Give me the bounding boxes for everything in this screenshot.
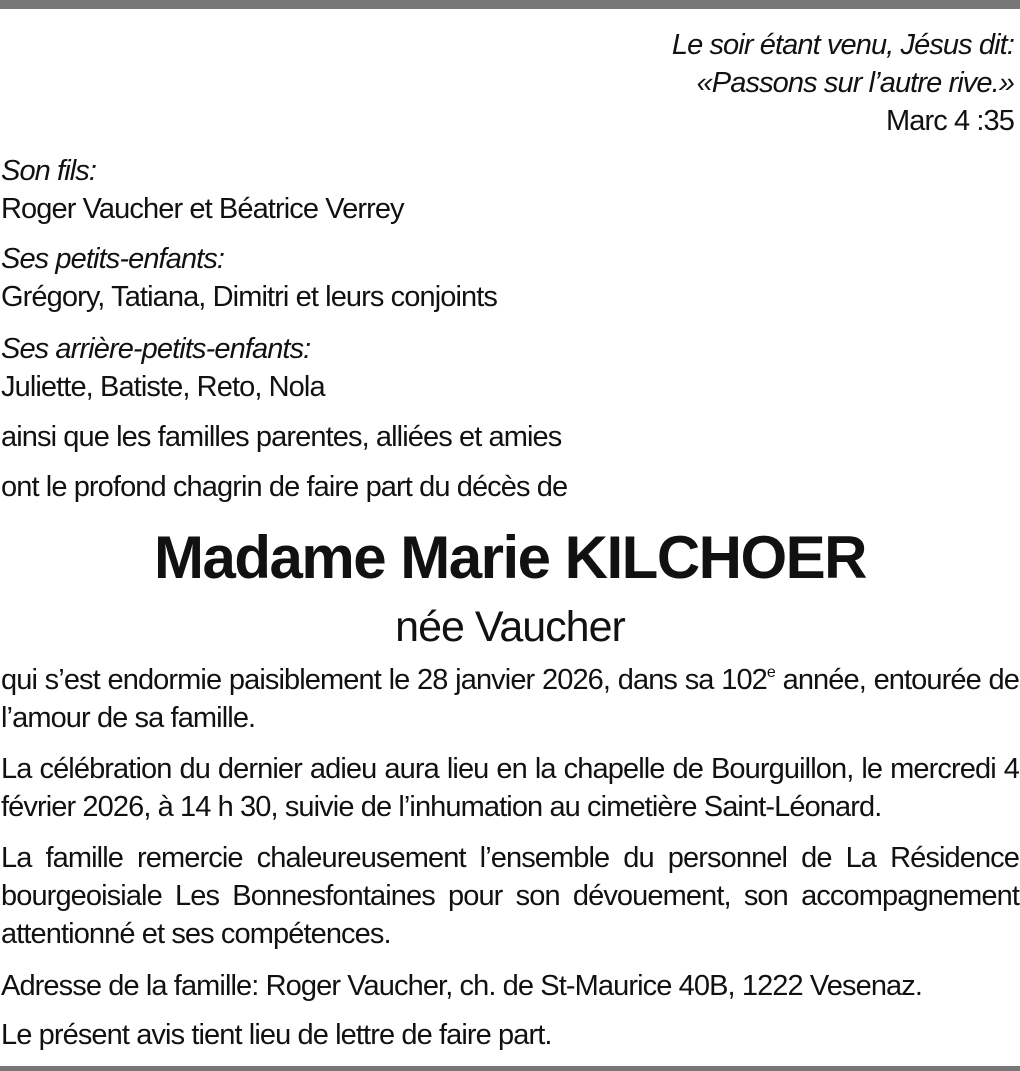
family-names: Grégory, Tatiana, Dimitri et leurs conjoints <box>1 281 498 313</box>
family-label: Ses arrière-petits-enfants: <box>1 333 311 365</box>
announcement-line: ont le profond chagrin de faire part du décès de <box>1 471 568 503</box>
family-address: Adresse de la famille: Roger Vaucher, ch. de St-Maurice 40B, 1222 Vesenaz. <box>1 970 923 1002</box>
verse-line-1: Le soir étant venu, Jésus dit: <box>671 29 1014 61</box>
bottom-rule <box>0 1066 1020 1071</box>
maiden-name: née Vaucher <box>395 603 625 651</box>
death-notice-text: qui s’est endormie paisiblement le 28 janvier 2026, dans sa 102 <box>1 664 767 696</box>
deceased-name: Madame Marie KILCHOER <box>154 524 866 591</box>
relatives-line: ainsi que les familles parentes, alliées et amies <box>1 421 562 453</box>
family-son <box>1 152 1019 228</box>
death-notice-text-end: année, entourée de l’amour de sa famille. <box>1 664 1019 734</box>
ceremony-details: La célébration du dernier adieu aura lieu en la chapelle de Bourguillon, le mercredi 4 février 2026, à 14 h 30, suivie de l’inhumation au cimetière Saint-Léonard. <box>1 753 1019 823</box>
thanks-paragraph: La famille remercie chaleureusement l’ensemble du personnel de La Résidence bourgeoisiale Les Bonnesfontaines pour son dévouement, son accompagnement attentionné et ses compétences. <box>1 842 1019 950</box>
bible-verse <box>314 26 1014 140</box>
family-names: Juliette, Batiste, Reto, Nola <box>1 371 325 403</box>
family-great-grandchildren <box>1 330 1019 406</box>
ordinal-superscript: e <box>766 664 775 681</box>
family-names: Roger Vaucher et Béatrice Verrey <box>1 193 404 225</box>
verse-reference: Marc 4 :35 <box>886 105 1014 137</box>
verse-line-2: «Passons sur l’autre rive.» <box>696 67 1014 99</box>
death-notice <box>1 661 1019 737</box>
family-label: Ses petits-enfants: <box>1 243 225 275</box>
family-grandchildren <box>1 240 1019 316</box>
family-label: Son fils: <box>1 155 97 187</box>
closing-line: Le présent avis tient lieu de lettre de faire part. <box>1 1019 552 1051</box>
